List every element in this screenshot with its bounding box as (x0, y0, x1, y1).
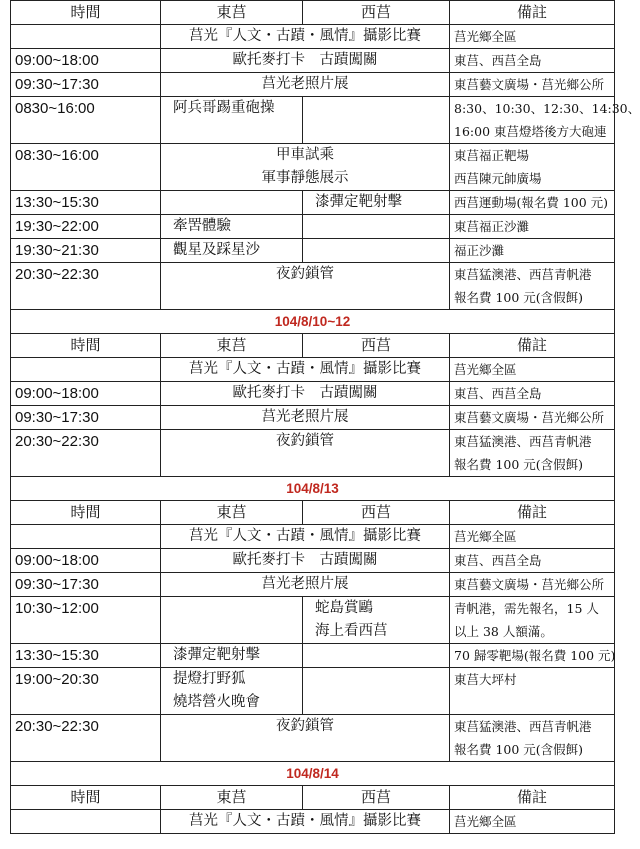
time-cell: 09:00~18:00 (11, 49, 161, 73)
note-cell (450, 715, 615, 762)
schedule-row (11, 25, 615, 49)
note-cell (450, 573, 615, 597)
time-cell: 20:30~22:30 (11, 715, 161, 762)
note-text: 東莒福正沙灘 (454, 219, 530, 234)
event-text: 莒光『人文・古蹟・風情』攝影比賽 (189, 28, 421, 44)
west-event-cell (303, 97, 450, 144)
east-event-cell (161, 597, 303, 644)
time-cell: 20:30~22:30 (11, 430, 161, 477)
header-row (11, 786, 615, 810)
header-row (11, 1, 615, 25)
note-cell (450, 644, 615, 668)
event-text: 莒光老照片展 (261, 76, 349, 92)
schedule-row (11, 97, 615, 144)
east-event-cell (161, 668, 303, 715)
event-span-cell (161, 715, 450, 762)
event-text: 觀星及踩星沙 (173, 242, 260, 258)
note-cell (450, 49, 615, 73)
event-span-cell (161, 430, 450, 477)
note-text: 報名費 100 元(含假餌) (454, 290, 584, 305)
note-text: 以上 38 人額滿。 (454, 624, 553, 639)
date-heading: 104/8/10~12 (11, 310, 615, 334)
date-row (11, 762, 615, 786)
note-cell (450, 810, 615, 834)
event-span-cell (161, 406, 450, 430)
event-text: 莒光『人文・古蹟・風情』攝影比賽 (189, 361, 421, 377)
event-text: 漆彈定靶射擊 (315, 194, 402, 210)
time-cell: 19:00~20:30 (11, 668, 161, 715)
schedule-row (11, 810, 615, 834)
note-text: 東莒猛澳港、西莒青帆港 (454, 267, 592, 282)
schedule-row (11, 715, 615, 762)
note-text: 東莒藝文廣場・莒光鄉公所 (454, 77, 605, 92)
note-cell (450, 549, 615, 573)
col-header-west: 西莒 (303, 1, 450, 25)
time-cell: 10:30~12:00 (11, 597, 161, 644)
event-span-cell (161, 144, 450, 191)
schedule-row (11, 358, 615, 382)
event-text: 莒光老照片展 (261, 576, 349, 592)
time-cell: 08:30~16:00 (11, 144, 161, 191)
time-cell: 13:30~15:30 (11, 644, 161, 668)
col-header-note: 備註 (450, 334, 615, 358)
note-text: 東莒猛澳港、西莒青帆港 (454, 719, 592, 734)
schedule-row (11, 239, 615, 263)
schedule-row (11, 573, 615, 597)
event-span-cell (161, 549, 450, 573)
date-row (11, 310, 615, 334)
note-cell (450, 215, 615, 239)
note-cell (450, 525, 615, 549)
note-cell (450, 25, 615, 49)
event-text: 歐托麥打卡 古蹟闖關 (232, 52, 378, 68)
col-header-time: 時間 (11, 786, 161, 810)
col-header-east: 東莒 (161, 501, 303, 525)
event-text: 海上看西莒 (315, 623, 388, 639)
note-text: 莒光鄉全區 (454, 529, 517, 544)
west-event-cell (303, 644, 450, 668)
col-header-time: 時間 (11, 334, 161, 358)
schedule-row (11, 144, 615, 191)
time-cell (11, 810, 161, 834)
east-event-cell (161, 215, 303, 239)
col-header-east: 東莒 (161, 1, 303, 25)
schedule-row (11, 382, 615, 406)
note-text: 報名費 100 元(含假餌) (454, 742, 584, 757)
west-event-cell (303, 597, 450, 644)
schedule-row (11, 597, 615, 644)
date-heading: 104/8/13 (11, 477, 615, 501)
col-header-note: 備註 (450, 786, 615, 810)
event-text: 夜釣鎖管 (276, 718, 334, 734)
time-cell: 0830~16:00 (11, 97, 161, 144)
note-cell (450, 382, 615, 406)
schedule-row (11, 668, 615, 715)
note-text: 8:30、10:30、12:30、14:30、 (454, 101, 640, 116)
schedule-row (11, 215, 615, 239)
event-span-cell (161, 263, 450, 310)
event-text: 歐托麥打卡 古蹟闖關 (232, 552, 378, 568)
event-span-cell (161, 573, 450, 597)
time-cell: 09:30~17:30 (11, 406, 161, 430)
schedule-body (11, 1, 640, 834)
schedule-row (11, 263, 615, 310)
note-text: 莒光鄉全區 (454, 362, 517, 377)
event-text: 莒光老照片展 (261, 409, 349, 425)
time-cell: 19:30~22:00 (11, 215, 161, 239)
col-header-east: 東莒 (161, 334, 303, 358)
event-text: 甲車試乘 (276, 147, 334, 163)
note-text: 東莒、西莒全島 (454, 553, 542, 568)
event-span-cell (161, 73, 450, 97)
time-cell: 09:00~18:00 (11, 549, 161, 573)
schedule-row (11, 549, 615, 573)
note-text: 莒光鄉全區 (454, 814, 517, 829)
time-cell: 19:30~21:30 (11, 239, 161, 263)
time-cell: 13:30~15:30 (11, 191, 161, 215)
schedule-row (11, 73, 615, 97)
event-text: 燒塔營火晚會 (173, 694, 260, 710)
note-cell (450, 263, 615, 310)
event-span-cell (161, 358, 450, 382)
east-event-cell (161, 191, 303, 215)
note-cell (450, 430, 615, 477)
schedule-row (11, 525, 615, 549)
note-cell (450, 358, 615, 382)
event-text: 歐托麥打卡 古蹟闖關 (232, 385, 378, 401)
event-span-cell (161, 49, 450, 73)
event-text: 軍事靜態展示 (261, 170, 349, 186)
col-header-time: 時間 (11, 1, 161, 25)
note-text: 東莒猛澳港、西莒青帆港 (454, 434, 592, 449)
col-header-west: 西莒 (303, 334, 450, 358)
note-text: 福正沙灘 (454, 243, 505, 258)
note-text: 東莒、西莒全島 (454, 53, 542, 68)
schedule-table (10, 0, 640, 834)
note-cell (450, 73, 615, 97)
schedule-row (11, 49, 615, 73)
west-event-cell (303, 668, 450, 715)
note-cell (450, 668, 615, 715)
note-text: 東莒大坪村 (454, 672, 517, 687)
event-span-cell (161, 382, 450, 406)
note-text: 16:00 東莒燈塔後方大砲連 (454, 124, 607, 139)
schedule-row (11, 406, 615, 430)
schedule-row (11, 191, 615, 215)
header-row (11, 501, 615, 525)
event-text: 夜釣鎖管 (276, 433, 334, 449)
col-header-west: 西莒 (303, 786, 450, 810)
event-text: 莒光『人文・古蹟・風情』攝影比賽 (189, 813, 421, 829)
event-text: 牽罟體驗 (173, 218, 231, 234)
col-header-time: 時間 (11, 501, 161, 525)
note-text: 東莒藝文廣場・莒光鄉公所 (454, 410, 605, 425)
event-span-cell (161, 525, 450, 549)
note-cell (450, 239, 615, 263)
note-cell (450, 144, 615, 191)
header-row (11, 334, 615, 358)
event-text: 提燈打野狐 (173, 671, 246, 687)
east-event-cell (161, 97, 303, 144)
event-text: 蛇島賞鷗 (315, 600, 373, 616)
date-row (11, 477, 615, 501)
west-event-cell (303, 215, 450, 239)
schedule-row (11, 430, 615, 477)
note-text: 東莒福正靶場 (454, 148, 530, 163)
event-text: 漆彈定靶射擊 (173, 647, 260, 663)
note-cell (450, 597, 615, 644)
event-span-cell (161, 25, 450, 49)
event-span-cell (161, 810, 450, 834)
col-header-note: 備註 (450, 501, 615, 525)
event-text: 夜釣鎖管 (276, 266, 334, 282)
time-cell (11, 358, 161, 382)
event-text: 阿兵哥踢重砲操 (173, 100, 275, 116)
note-text: 報名費 100 元(含假餌) (454, 457, 584, 472)
note-text: 70 歸零靶場(報名費 100 元) (454, 648, 616, 663)
time-cell: 20:30~22:30 (11, 263, 161, 310)
time-cell: 09:30~17:30 (11, 573, 161, 597)
west-event-cell (303, 191, 450, 215)
date-heading: 104/8/14 (11, 762, 615, 786)
note-text: 西莒陳元帥廣場 (454, 171, 542, 186)
time-cell (11, 525, 161, 549)
time-cell: 09:00~18:00 (11, 382, 161, 406)
note-cell (450, 191, 615, 215)
note-cell (450, 97, 640, 144)
time-cell (11, 25, 161, 49)
col-header-west: 西莒 (303, 501, 450, 525)
note-text: 青帆港，需先報名，15 人 (454, 601, 599, 616)
note-text: 莒光鄉全區 (454, 29, 517, 44)
note-text: 西莒運動場(報名費 100 元) (454, 195, 609, 210)
east-event-cell (161, 644, 303, 668)
schedule-row (11, 644, 615, 668)
note-text: 東莒、西莒全島 (454, 386, 542, 401)
col-header-east: 東莒 (161, 786, 303, 810)
east-event-cell (161, 239, 303, 263)
west-event-cell (303, 239, 450, 263)
note-text: 東莒藝文廣場・莒光鄉公所 (454, 577, 605, 592)
event-text: 莒光『人文・古蹟・風情』攝影比賽 (189, 528, 421, 544)
note-cell (450, 406, 615, 430)
col-header-note: 備註 (450, 1, 615, 25)
time-cell: 09:30~17:30 (11, 73, 161, 97)
